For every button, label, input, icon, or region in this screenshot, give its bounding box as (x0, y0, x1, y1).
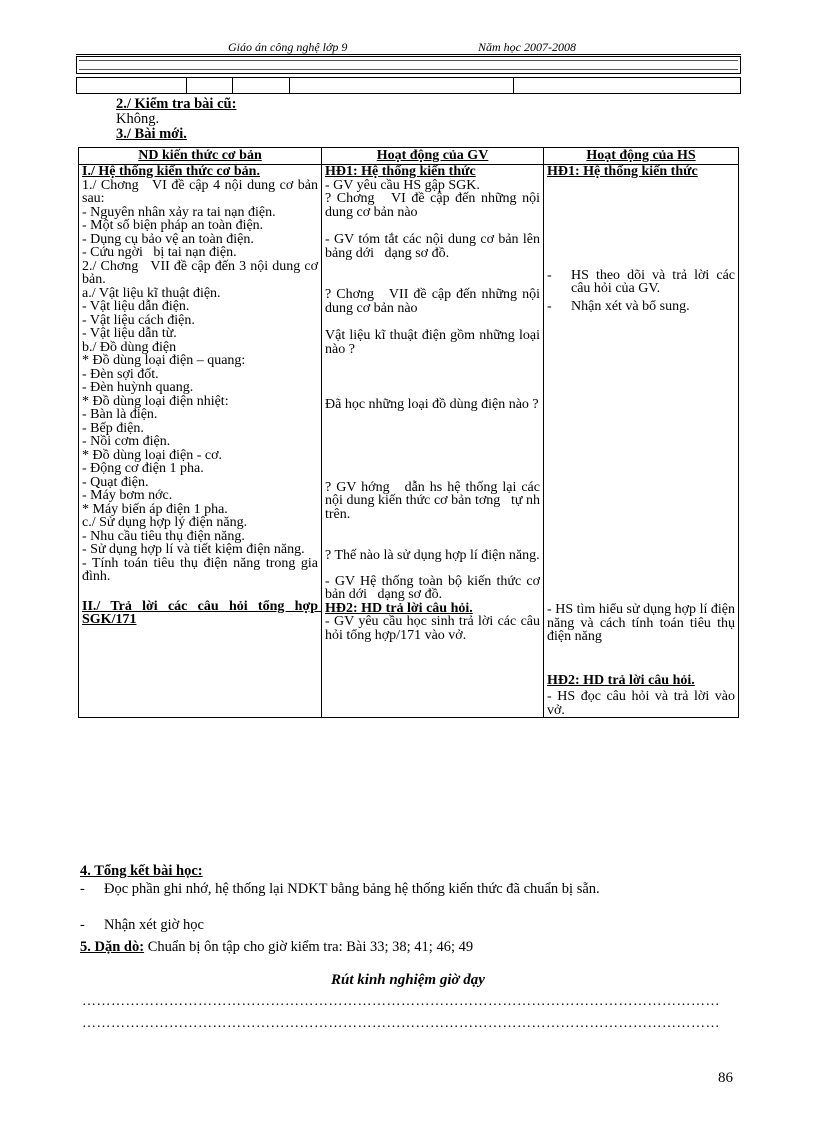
header-rule (76, 54, 741, 55)
content-line: - Vật liệu dẫn điện. (82, 299, 190, 314)
teacher-text-9: - GV Hệ thống toàn bộ kiến thức cơ bản dới dạng sơ đồ. (325, 573, 544, 602)
content-heading-2: II./ Trả lời các câu hỏi tổng hợp SGK/171 (82, 598, 322, 627)
content-line: 1./ Chơng VI đề cập 4 nội dung cơ bản sau: (82, 177, 322, 206)
section-5-title: 5. Dặn dò: (80, 939, 145, 955)
header-cell-student: Hoạt động của HS (544, 148, 739, 165)
content-line: 2./ Chơng VII đề cập đến 3 nội dung cơ bản. (82, 258, 322, 287)
teacher-text-8: ? Thế nào là sử dụng hợp lí điện năng. (325, 548, 540, 563)
header-school-year: Năm học 2007-2008 (478, 40, 576, 54)
decorative-banner (76, 56, 741, 74)
content-line: * Máy biến áp điện 1 pha. (82, 501, 228, 517)
lesson-table (78, 147, 739, 718)
experience-title: Rút kinh nghiệm giờ dạy (331, 972, 485, 988)
content-line: - Sử dụng hợp lí và tiết kiệm điện năng. (82, 542, 305, 557)
content-line: - Vật liệu dẫn từ. (82, 326, 177, 341)
header-cell-content: ND kiến thức cơ bản (79, 148, 322, 165)
header-cell-teacher: Hoạt động của GV (322, 148, 544, 165)
teacher-heading-2: HĐ2: HD trả lời câu hỏi. (325, 600, 473, 616)
student-text-2: - HS đọc câu hỏi và trả lời vào vở. (547, 689, 739, 718)
student-bullet-1: - HS theo dõi và trả lời các câu hỏi của GV. (547, 267, 739, 296)
content-line: - Đèn sợi đốt. (82, 366, 159, 382)
teacher-text-6: Đã học những loại đồ dùng điện nào ? (325, 397, 539, 412)
content-line: - Máy bơm nớc. (82, 488, 173, 503)
content-line: - Nhu cầu tiêu thụ điện năng. (82, 528, 245, 544)
content-line: * Đồ dùng loại điện nhiệt: (82, 393, 229, 409)
teacher-text-10: - GV yêu cầu học sinh trả lời các câu hỏi tổng hợp/171 vào vở. (325, 614, 544, 643)
teacher-text-1: - GV yêu cầu HS gập SGK. (325, 177, 480, 193)
content-line: - Tính toán tiêu thụ điện năng trong gia đình. (82, 555, 322, 584)
teacher-heading-1: HĐ1: Hệ thống kiến thức (325, 164, 476, 179)
teacher-column (322, 164, 551, 718)
section-2-body: Không. (116, 111, 160, 127)
header-course-title: Giáo án công nghệ lớp 9 (228, 40, 348, 54)
content-line: a./ Vật liệu kĩ thuật điện. (82, 285, 221, 301)
content-line: - Nguyên nhân xảy ra tai nạn điện. (82, 204, 276, 220)
content-line: - Quạt điện. (82, 474, 149, 490)
content-line: - Bếp điện. (82, 420, 144, 436)
page-number: 86 (718, 1070, 733, 1086)
notes-line-2: …………………………………………………………………………………………………………………… (82, 1016, 720, 1031)
content-column (79, 165, 322, 718)
section-5-body: Chuẩn bị ôn tập cho giờ kiểm tra: Bài 33; 38; 41; 46; 49 (144, 939, 474, 955)
content-line: - Nồi cơm điện. (82, 434, 171, 449)
content-line: - Bàn là điện. (82, 407, 158, 422)
notes-line-1: …………………………………………………………………………………………………………………… (82, 994, 720, 1009)
summary-item-2: - Nhận xét giờ học (80, 917, 204, 933)
content-line: b./ Đồ dùng điện (82, 339, 177, 355)
section-3-title: 3./ Bài mới. (116, 126, 187, 142)
teacher-text-4: ? Chơng VII đề cập đến những nội dung cơ bản nào (325, 287, 544, 316)
teacher-text-5: Vật liệu kĩ thuật điện gồm những loại nào ? (325, 328, 544, 357)
student-bullet-2: - Nhận xét và bổ sung. (547, 298, 690, 314)
teacher-text-2: ? Chơng VI đề cập đến những nội dung cơ bản nào (325, 191, 544, 220)
content-line: - Động cơ điện 1 pha. (82, 461, 204, 476)
student-heading-2: HĐ2: HD trả lời câu hỏi. (547, 672, 695, 688)
teacher-text-7: ? GV hớng dẫn hs hệ thống lại các nội dung kiến thức cơ bản tơng tự nh trên. (325, 479, 551, 522)
section-5 (80, 940, 473, 955)
header-strip-table (76, 77, 741, 94)
student-heading-1: HĐ1: Hệ thống kiến thức (547, 164, 698, 179)
content-line: - Một số biện pháp an toàn điện. (82, 218, 264, 233)
table-body-row (79, 165, 739, 718)
section-2-title: 2./ Kiểm tra bài cũ: (116, 96, 237, 112)
content-line: * Đồ dùng loại điện – quang: (82, 353, 246, 368)
section-4-title: 4. Tổng kết bài học: (80, 863, 203, 879)
content-line: - Cứu ngời bị tai nạn điện. (82, 245, 237, 260)
student-text-1: - HS tìm hiểu sử dụng hợp lí điện năng và cách tính toán tiêu thụ điện năng (547, 602, 739, 644)
table-header-row (79, 148, 739, 165)
content-line: c./ Sử dụng hợp lý điện năng. (82, 515, 248, 530)
teacher-text-3: - GV tóm tắt các nội dung cơ bản lên bảng dới dạng sơ đồ. (325, 232, 544, 261)
student-column (544, 165, 739, 718)
content-line: - Đèn huỳnh quang. (82, 380, 194, 395)
content-line: - Vật liệu cách điện. (82, 312, 195, 328)
content-lines (82, 177, 322, 584)
summary-item-1: - Đọc phần ghi nhớ, hệ thống lại NDKT bằng bảng hệ thống kiến thức đã chuẩn bị sẵn. (80, 881, 600, 897)
content-heading-1: I./ Hệ thống kiến thức cơ bản. (82, 164, 260, 179)
content-line: * Đồ dùng loại điện - cơ. (82, 447, 222, 463)
content-line: - Dụng cụ bảo vệ an toàn điện. (82, 231, 254, 247)
